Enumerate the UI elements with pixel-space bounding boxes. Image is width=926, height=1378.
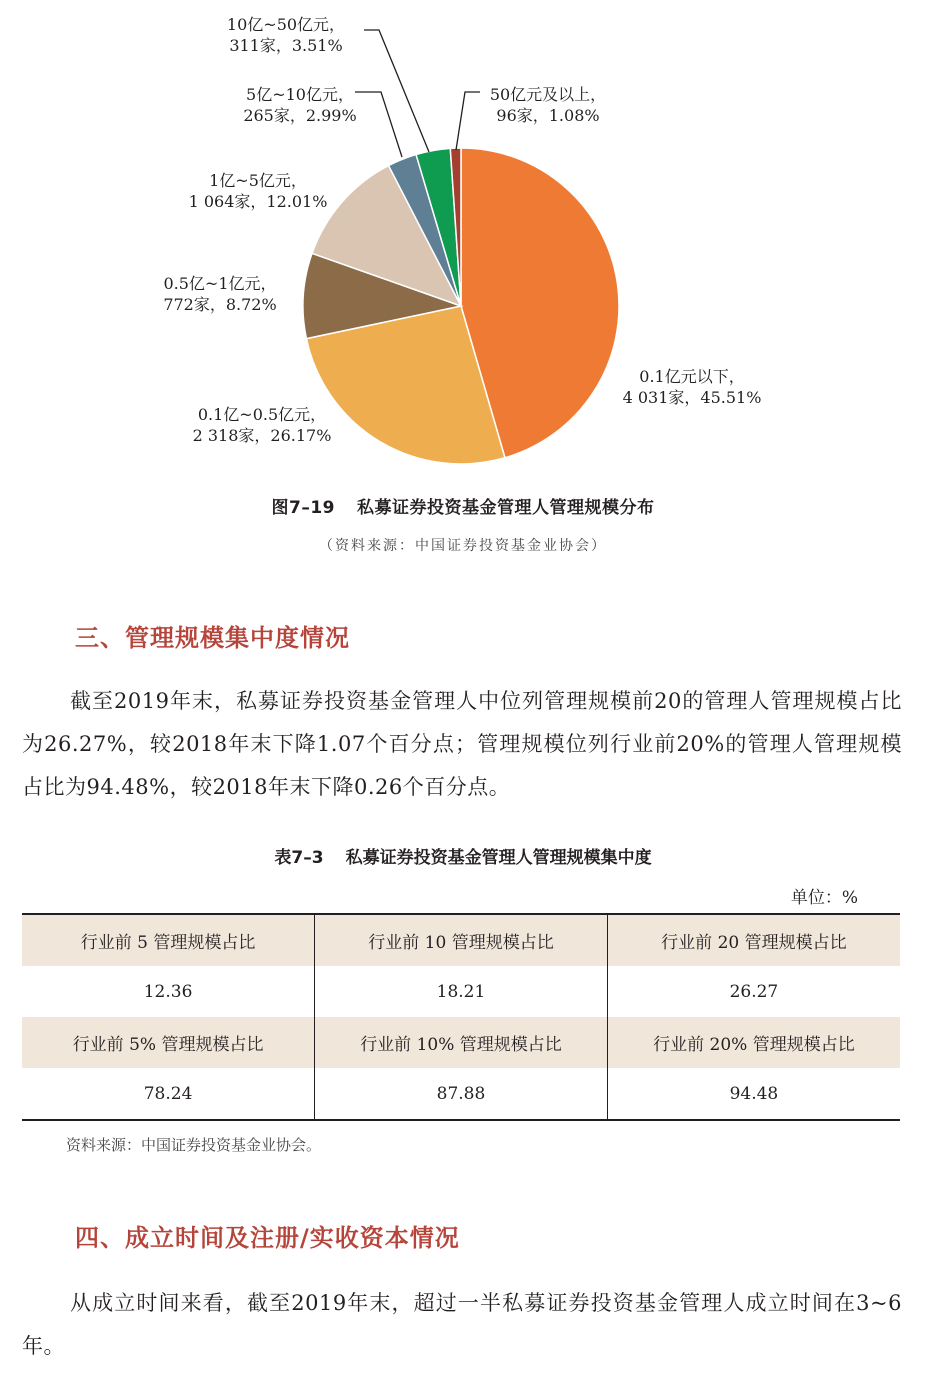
pie-label-value: 311家，3.51% [229,36,343,55]
pie-chart [0,0,926,480]
pie-label-category: 50亿元及以上， [489,85,607,104]
table-cell: 78.24 [143,1083,193,1104]
table-unit: 单位：% [790,888,858,908]
pie-leader-line [355,92,402,157]
table-cell: 12.36 [143,981,193,1002]
pie-leader-line [456,92,480,150]
concentration-table [22,913,900,1121]
table-header-row [22,1017,900,1068]
pie-label-category: 0.5亿~1亿元， [163,274,277,293]
table-title [0,843,926,868]
table-row [22,966,900,1017]
section-heading-establishment: 四、成立时间及注册/实收资本情况 [75,1224,460,1252]
table-title-text: 私募证券投资基金管理人管理规模集中度 [345,848,652,868]
table-number: 表7–3 [274,848,324,868]
pie-label-category: 5亿~10亿元， [246,85,354,104]
pie-label-value: 1 064家，12.01% [188,192,328,211]
table-source: 资料来源：中国证券投资基金业协会。 [66,1136,322,1154]
table-header-cell: 行业前 20% 管理规模占比 [607,1017,900,1068]
table-header-cell: 行业前 10 管理规模占比 [315,914,608,966]
paragraph-establishment: 从成立时间来看，截至2019年末，超过一半私募证券投资基金管理人成立时间在3~6年。 [22,1291,902,1358]
table-row [22,1068,900,1120]
pie-label-category: 0.1亿~0.5亿元， [197,405,327,424]
table-cell: 26.27 [607,966,900,1017]
pie-leader-line [364,30,429,152]
paragraph-concentration: 截至2019年末，私募证券投资基金管理人中位列管理规模前20的管理人管理规模占比为26.27%，较2018年末下降1.07个百分点；管理规模位列行业前20%的管理人管理规模占比为94.48%，较2018年末下降0.26个百分点。 [22,689,902,799]
table-cell: 94.48 [607,1068,900,1120]
pie-label-category: 10亿~50亿元， [226,15,346,34]
table-header-cell: 行业前 10% 管理规模占比 [315,1017,608,1068]
table-cell: 18.21 [315,966,608,1017]
pie-label-value: 772家，8.72% [163,295,277,314]
pie-label-category: 0.1亿元以下， [639,367,745,386]
figure-number: 图7–19 [271,498,335,518]
table-cell: 87.88 [315,1068,608,1120]
table-header-cell: 行业前 5% 管理规模占比 [22,1017,315,1068]
figure-title-text: 私募证券投资基金管理人管理规模分布 [357,498,655,518]
section-heading-concentration: 三、管理规模集中度情况 [75,624,350,652]
figure-title [0,493,926,518]
table-header-cell: 行业前 5 管理规模占比 [22,914,315,966]
figure-source: （资料来源：中国证券投资基金业协会） [319,538,607,554]
pie-label-value: 4 031家，45.51% [622,388,762,407]
table-header-cell: 行业前 20 管理规模占比 [607,914,900,966]
pie-label-value: 2 318家，26.17% [192,426,332,445]
pie-label-value: 265家，2.99% [243,106,357,125]
pie-label-category: 1亿~5亿元， [209,171,307,190]
pie-label-value: 96家，1.08% [496,106,600,125]
table-header-row [22,914,900,966]
